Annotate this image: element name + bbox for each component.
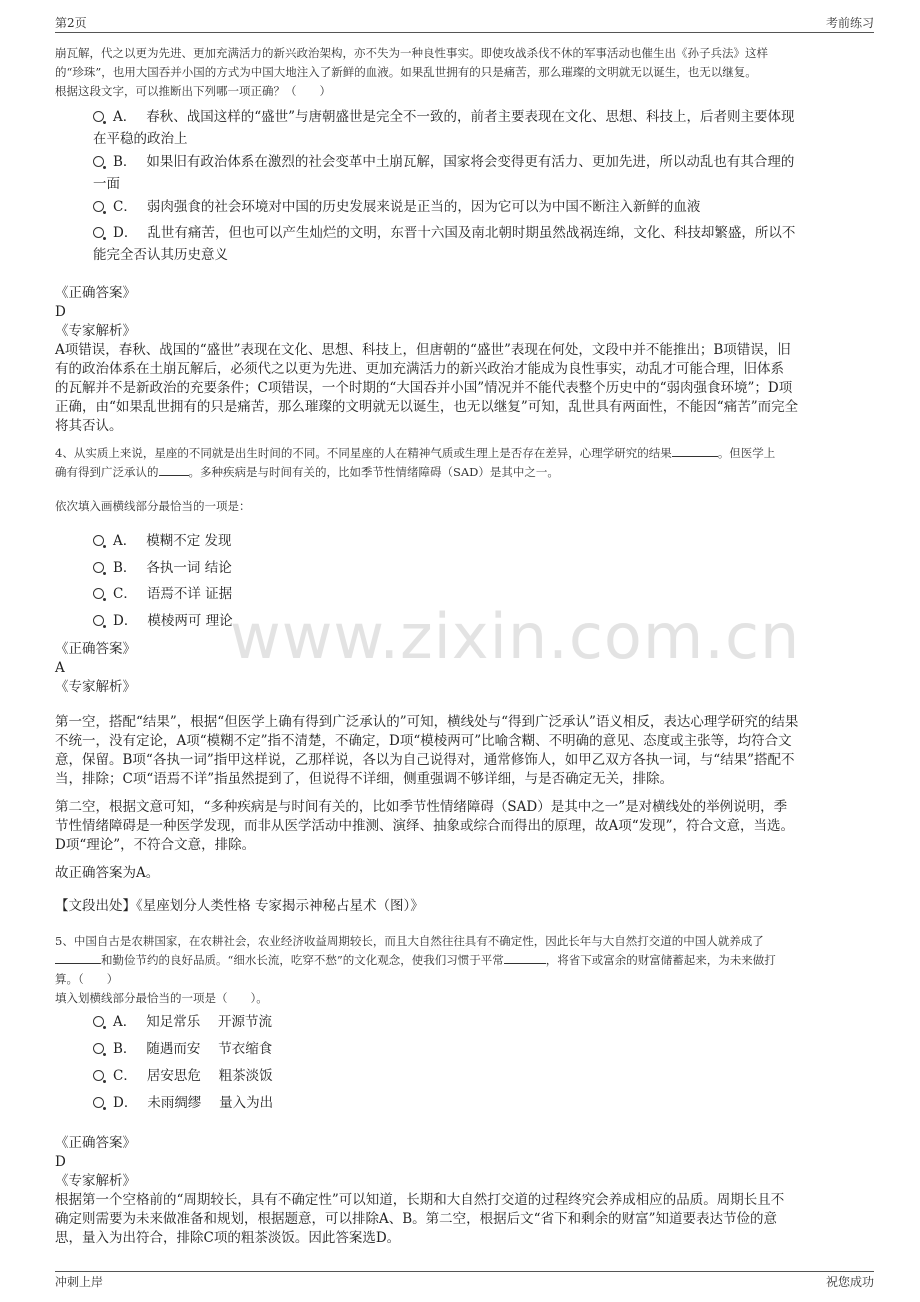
- q4-option-b[interactable]: B． 各执一词 结论: [93, 557, 863, 579]
- q5-stem-line3: 算。（ ）: [55, 972, 119, 986]
- q3-option-a[interactable]: A． 春秋、战国这样的“盛世”与唐朝盛世是完全不一致的，前者主要表现在文化、思想、科技上，后者则主要体现 在平稳的政治上: [93, 109, 795, 147]
- answer-label: 《正确答案》: [55, 285, 136, 301]
- header-title: 考前练习: [825, 16, 874, 30]
- analysis-line: A项错误，春秋、战国的“盛世”表现在文化、思想、科技上，但唐朝的“盛世”表现在何处，文段中并不能推出；B项错误，旧: [55, 342, 791, 358]
- q5-stem-line2: 和勤俭节约的良好品质。“细水长流，吃穿不愁”的文化观念，使我们习惯于平常 ，将省下或富余的财富储蓄起来，为未来做打: [55, 951, 863, 970]
- analysis-line: 将其否认。: [55, 418, 123, 434]
- q4-answer-block: [55, 640, 863, 697]
- q4-stem: [55, 444, 863, 482]
- analysis-line: 的瓦解并不是新政治的充要条件；C项错误，一个时期的“大国吞并小国”情况并不能代表整个历史中的“弱肉强食环境”；D项: [55, 380, 793, 396]
- q4-option-c[interactable]: C． 语焉不详 证据: [93, 583, 863, 605]
- q4-option-d[interactable]: D． 模棱两可 理论: [93, 610, 863, 632]
- footer-left: 冲刺上岸: [55, 1275, 104, 1289]
- answer-label: 《正确答案》: [55, 1135, 136, 1151]
- q4-question: 依次填入画横线部分最恰当的一项是：: [55, 499, 251, 513]
- q5-stem: [55, 932, 863, 1008]
- q5-option-c[interactable]: C． 居安思危 粗茶淡饭: [93, 1065, 863, 1087]
- radio-icon[interactable]: [93, 562, 104, 573]
- q4-analysis-para2: 第二空，根据文意可知，“多种疾病是与时间有关的，比如季节性情绪障碍（SAD）是其中之一”是对横线处的举例说明，季 节性情绪障碍是一种医学发现，而非从医学活动中推测、演绎、抽象或综合而得出的原理，故A项“发现”，符合文意，当选。 D项“理论”，不符合文意，排除。: [55, 799, 795, 853]
- watermark: www.zixin.com.cn: [230, 600, 801, 673]
- blank-line: [55, 951, 101, 964]
- radio-icon[interactable]: [93, 615, 104, 626]
- q5-question: 填入划横线部分最恰当的一项是（ ）。: [55, 991, 268, 1005]
- radio-icon[interactable]: [93, 1043, 104, 1054]
- q4-stem-line1: 4、从实质上来说，星座的不同就是出生时间的不同。不同星座的人在精神气质或生理上是否存在差异，心理学研究的结果 。但医学上: [55, 446, 776, 460]
- analysis-label: 《专家解析》: [55, 679, 136, 695]
- radio-icon[interactable]: [93, 1016, 104, 1027]
- analysis-label: 《专家解析》: [55, 1173, 136, 1189]
- q4-analysis-para1: 第一空，搭配“结果”，根据“但医学上确有得到广泛承认的”可知，横线处与“得到广泛承认”语义相反，表达心理学研究的结果 不统一，没有定论，A项“模糊不定”指不清楚，不确定，D项“模棱两可”比喻含糊、不明确的意见、态度或主张等，均符合文 意，保留。B项“各执一词”指甲这样说，乙那样说，各以为自己说得对，通常修饰人，如甲乙双方各执一词，与“结果”搭配不 当，排除；C项“语焉不详”指虽然提到了，但说得不详细，侧重强调不够详细，与是否确定无关，排除。: [55, 714, 799, 787]
- radio-icon[interactable]: [93, 156, 104, 167]
- blank-line: [672, 444, 718, 457]
- analysis-line: 确定则需要为未来做准备和规划，根据题意，可以排除A、B。第二空，根据后文“省下和剩余的财富”知道要表达节俭的意: [55, 1211, 777, 1227]
- q3-option-c[interactable]: C． 弱肉强食的社会环境对中国的历史发展来说是正当的，因为它可以为中国不断注入新鲜的血液: [93, 196, 863, 218]
- q5-option-a[interactable]: A． 知足常乐 开源节流: [93, 1011, 863, 1033]
- radio-icon[interactable]: [93, 1097, 104, 1108]
- page-number: 第2页: [55, 16, 87, 30]
- q4-option-a[interactable]: A． 模糊不定 发现: [93, 530, 863, 552]
- radio-icon[interactable]: [93, 535, 104, 546]
- radio-icon[interactable]: [93, 588, 104, 599]
- analysis-line: 思，量入为出符合，排除C项的粗茶淡饭。因此答案选D。: [55, 1230, 401, 1246]
- q3-option-b[interactable]: B． 如果旧有政治体系在激烈的社会变革中土崩瓦解，国家将会变得更有活力、更加先进，所以动乱也有其合理的 一面: [93, 154, 795, 192]
- q3-passage-line1: 崩瓦解，代之以更为先进、更加充满活力的新兴政治架构，亦不失为一种良性事实。即使攻战杀伐不休的军事活动也催生出《孙子兵法》这样: [55, 46, 768, 60]
- analysis-line: 根据第一个空格前的“周期较长，具有不确定性”可以知道，长期和大自然打交道的过程终究会养成相应的品质。周期长且不: [55, 1192, 785, 1208]
- page-footer: [55, 1271, 874, 1290]
- footer-right: 祝您成功: [825, 1275, 874, 1289]
- answer-value: D: [55, 1154, 66, 1170]
- radio-icon[interactable]: [93, 111, 104, 122]
- q3-answer-block: [55, 284, 863, 436]
- q4-stem-line2: 确有得到广泛承认的 。多种疾病是与时间有关的，比如季节性情绪障碍（SAD）是其中之一。: [55, 465, 559, 479]
- q5-stem-line1: 5、中国自古是农耕国家，在农耕社会，农业经济收益周期较长，而且大自然往往具有不确定性，因此长年与大自然打交道的中国人就养成了: [55, 934, 764, 948]
- q3-option-d[interactable]: D． 乱世有痛苦，但也可以产生灿烂的文明，东晋十六国及南北朝时期虽然战祸连绵，文化、科技却繁盛，所以不 能完全否认其历史意义: [93, 225, 796, 263]
- blank-line: [504, 951, 546, 964]
- q3-passage: [55, 44, 863, 101]
- radio-icon[interactable]: [93, 201, 104, 212]
- q5-option-d[interactable]: D． 未雨绸缪 量入为出: [93, 1092, 863, 1114]
- analysis-line: 正确，由“如果乱世拥有的只是痛苦，那么璀璨的文明就无以诞生，也无以继复”可知，乱世具有两面性，不能因“痛苦”而完全: [55, 399, 799, 415]
- radio-icon[interactable]: [93, 1070, 104, 1081]
- q5-option-b[interactable]: B． 随遇而安 节衣缩食: [93, 1038, 863, 1060]
- radio-icon[interactable]: [93, 227, 104, 238]
- answer-value: A: [55, 660, 65, 676]
- q5-answer-block: [55, 1134, 863, 1248]
- answer-value: D: [55, 304, 66, 320]
- analysis-label: 《专家解析》: [55, 323, 136, 339]
- q3-question: 根据这段文字，可以推断出下列哪一项正确？（ ）: [55, 84, 331, 98]
- q3-passage-line2: 的“珍珠”，也用大国吞并小国的方式为中国大地注入了新鲜的血液。如果乱世拥有的只是痛苦，那么璀璨的文明就无以诞生，也无以继复。: [55, 65, 757, 79]
- answer-label: 《正确答案》: [55, 641, 136, 657]
- blank-line: [159, 463, 189, 476]
- q4-conclusion: 故正确答案为A。: [55, 865, 160, 881]
- q4-source: 【文段出处】《星座划分人类性格 专家揭示神秘占星术（图）》: [55, 898, 424, 914]
- analysis-line: 有的政治体系在土崩瓦解后，必须代之以更为先进、更加充满活力的新兴政治才能成为良性事实，动乱才可能合理，旧体系: [55, 361, 784, 377]
- page-header: [55, 14, 874, 33]
